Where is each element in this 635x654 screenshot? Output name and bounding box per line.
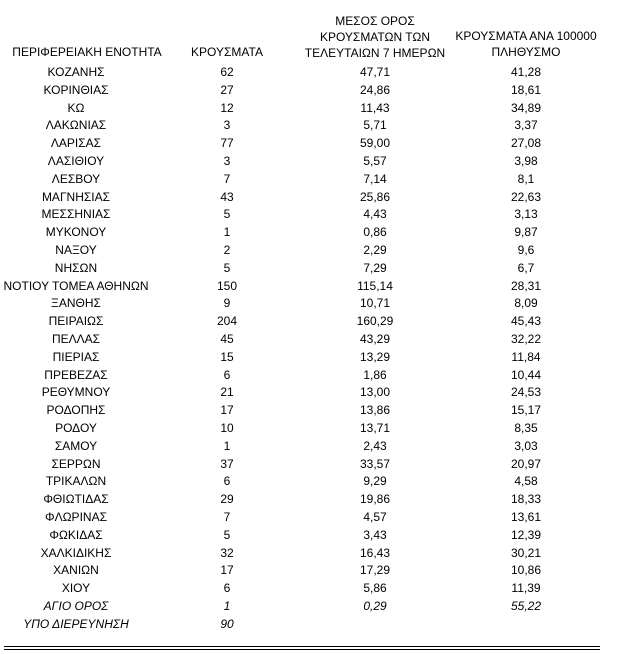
region-cell: ΣΕΡΡΩΝ	[51, 456, 101, 471]
per100k-cell: 10,44	[510, 367, 542, 382]
per100k-cell: 11,84	[511, 349, 541, 364]
per100k-cell: 22,63	[510, 189, 542, 204]
table-row	[0, 242, 635, 260]
avg7-cell: 160,29	[356, 314, 394, 329]
cases-cell: 27	[220, 82, 234, 97]
region-cell: ΤΡΙΚΑΛΩΝ	[45, 474, 107, 489]
avg7-cell: 33,57	[359, 456, 391, 471]
avg7-cell: 5,57	[363, 153, 387, 168]
region-cell: ΚΟΖΑΝΗΣ	[47, 65, 105, 79]
table-row	[0, 135, 635, 153]
region-cell: ΧΙΟΥ	[61, 581, 91, 596]
bottom-rule-bottom	[4, 649, 600, 650]
per100k-cell: 3,37	[514, 118, 538, 133]
region-cell: ΦΘΙΩΤΙΔΑΣ	[43, 492, 109, 507]
header-per100k-line2: ΠΛΗΘΥΣΜΟ	[491, 45, 561, 59]
table-row	[0, 64, 635, 82]
table-row	[0, 82, 635, 100]
per100k-cell: 30,21	[510, 545, 542, 560]
cases-cell: 1	[223, 438, 231, 453]
region-cell: ΠΙΕΡΙΑΣ	[52, 349, 100, 364]
cases-cell: 7	[223, 509, 231, 524]
avg7-cell: 11,43	[360, 100, 390, 115]
table-row	[0, 473, 635, 491]
per100k-cell: 12,39	[510, 527, 542, 542]
region-cell: ΡΟΔΟΥ	[55, 420, 97, 435]
table-header	[0, 0, 635, 64]
region-cell: ΡΟΔΟΠΗΣ	[46, 403, 106, 418]
per100k-cell: 13,61	[510, 509, 542, 524]
table-row	[0, 331, 635, 349]
region-cell: ΛΑΚΩΝΙΑΣ	[45, 118, 107, 133]
avg7-cell: 5,71	[363, 118, 387, 133]
avg7-cell: 115,14	[357, 278, 393, 293]
table-row	[0, 100, 635, 118]
cases-cell: 90	[220, 616, 234, 631]
region-cell: ΦΛΩΡΙΝΑΣ	[45, 509, 107, 524]
table-row	[0, 171, 635, 189]
per100k-cell: 6,7	[517, 260, 535, 275]
cases-cell: 5	[223, 527, 231, 542]
region-cell: ΛΑΣΙΘΙΟΥ	[47, 153, 105, 168]
per100k-cell: 45,43	[510, 314, 542, 329]
region-cell: ΦΩΚΙΔΑΣ	[49, 527, 103, 542]
cases-cell: 5	[223, 207, 231, 222]
avg7-cell: 5,86	[363, 581, 387, 596]
region-cell: ΝΑΞΟΥ	[55, 242, 97, 257]
per100k-cell: 18,61	[510, 82, 542, 97]
region-cell: ΛΑΡΙΣΑΣ	[50, 136, 102, 151]
avg7-cell: 13,86	[359, 403, 391, 418]
cases-cell: 32	[220, 545, 234, 560]
per100k-cell: 32,22	[510, 331, 542, 346]
per100k-cell: 18,33	[510, 492, 542, 507]
avg7-cell: 4,57	[363, 509, 387, 524]
table-row	[0, 384, 635, 402]
region-cell: ΡΕΘΥΜΝΟΥ	[41, 385, 111, 400]
avg7-cell: 0,86	[363, 225, 387, 240]
table-row	[0, 598, 635, 616]
header-region: ΠΕΡΙΦΕΡΕΙΑΚΗ ΕΝΟΤΗΤΑ	[12, 45, 162, 59]
table-row	[0, 224, 635, 242]
cases-cell: 6	[223, 367, 231, 382]
per100k-cell: 28,31	[510, 278, 542, 293]
table-row	[0, 260, 635, 278]
table-row	[0, 349, 635, 367]
cases-cell: 77	[220, 136, 234, 151]
per100k-cell: 8,09	[514, 296, 538, 311]
bottom-rule-top	[4, 646, 600, 647]
per100k-cell: 15,17	[510, 403, 542, 418]
avg7-cell: 24,86	[359, 82, 391, 97]
per100k-cell: 10,86	[510, 563, 542, 578]
per100k-cell: 9,87	[514, 225, 538, 240]
cases-cell: 3	[223, 153, 231, 168]
table-row	[0, 313, 635, 331]
cases-cell: 3	[223, 118, 231, 133]
cases-cell: 21	[220, 385, 234, 400]
cases-cell: 43	[220, 189, 234, 204]
table-row	[0, 545, 635, 563]
cases-cell: 17	[220, 563, 234, 578]
cases-cell: 7	[223, 171, 231, 186]
header-avg7-line1: ΜΕΣΟΣ ΟΡΟΣ	[335, 14, 415, 28]
per100k-cell: 4,58	[514, 474, 538, 489]
per100k-cell: 55,22	[510, 598, 542, 613]
avg7-cell: 3,43	[363, 527, 387, 542]
cases-cell: 29	[220, 492, 234, 507]
avg7-cell: 2,43	[363, 438, 387, 453]
avg7-cell: 47,71	[359, 65, 391, 79]
avg7-cell: 2,29	[363, 242, 387, 257]
avg7-cell: 7,14	[363, 171, 387, 186]
header-avg7	[300, 13, 450, 61]
avg7-cell: 25,86	[359, 189, 391, 204]
region-cell: ΝΗΣΩΝ	[54, 260, 98, 275]
cases-cell: 12	[220, 100, 234, 115]
region-cell: ΜΥΚΟΝΟΥ	[45, 225, 107, 240]
avg7-cell: 43,29	[359, 331, 391, 346]
cases-cell: 6	[223, 581, 231, 596]
header-avg7-line2: ΚΡΟΥΣΜΑΤΩΝ ΤΩΝ	[319, 30, 431, 44]
avg7-cell: 0,29	[363, 598, 387, 613]
cases-cell: 10	[220, 420, 234, 435]
region-cell: ΜΑΓΝΗΣΙΑΣ	[41, 189, 111, 204]
avg7-cell: 13,00	[359, 385, 391, 400]
per100k-cell: 3,13	[514, 207, 538, 222]
region-cell: ΠΡΕΒΕΖΑΣ	[44, 367, 108, 382]
region-cell: ΑΓΙΟ ΟΡΟΣ	[43, 598, 109, 613]
cases-cell: 150	[216, 278, 238, 293]
cases-cell: 9	[223, 296, 231, 311]
region-cell: ΜΕΣΣΗΝΙΑΣ	[41, 207, 111, 222]
cases-cell: 2	[223, 242, 231, 257]
avg7-cell: 59,00	[359, 136, 391, 151]
per100k-cell: 34,89	[510, 100, 542, 115]
avg7-cell: 13,29	[359, 349, 391, 364]
table-row	[0, 117, 635, 135]
cases-cell: 1	[223, 225, 231, 240]
cases-cell: 15	[220, 349, 234, 364]
table-row	[0, 278, 635, 296]
per100k-cell: 11,39	[511, 581, 541, 596]
cases-cell: 6	[223, 474, 231, 489]
table-row	[0, 509, 635, 527]
table-row	[0, 367, 635, 385]
table-body	[0, 64, 635, 634]
region-cell: ΠΕΛΛΑΣ	[51, 331, 101, 346]
table-row	[0, 491, 635, 509]
avg7-cell: 7,29	[363, 260, 387, 275]
avg7-cell: 4,43	[363, 207, 387, 222]
avg7-cell: 9,29	[363, 474, 387, 489]
region-cell: ΣΑΜΟΥ	[54, 438, 98, 453]
per100k-cell: 8,35	[514, 420, 538, 435]
region-cell: ΧΑΛΚΙΔΙΚΗΣ	[40, 545, 112, 560]
region-cell: ΛΕΣΒΟΥ	[51, 171, 101, 186]
per100k-cell: 8,1	[517, 171, 535, 186]
table-row	[0, 402, 635, 420]
table-row	[0, 527, 635, 545]
table-row	[0, 616, 635, 634]
region-cell: ΠΕΙΡΑΙΩΣ	[48, 314, 104, 329]
region-cell: ΚΟΡΙΝΘΙΑΣ	[43, 82, 109, 97]
table-row	[0, 580, 635, 598]
header-per100k	[446, 28, 606, 60]
avg7-cell: 13,71	[359, 420, 391, 435]
table-row	[0, 562, 635, 580]
avg7-cell: 16,43	[359, 545, 391, 560]
region-cell: ΥΠΟ ΔΙΕΡΕΥΝΗΣΗ	[23, 616, 129, 631]
per100k-cell: 24,53	[510, 385, 542, 400]
region-cell: ΝΟΤΙΟΥ ΤΟΜΕΑ ΑΘΗΝΩΝ	[3, 278, 149, 293]
region-cell: ΚΩ	[67, 100, 85, 115]
per100k-cell: 41,28	[510, 65, 542, 79]
cases-cell: 5	[223, 260, 231, 275]
per100k-cell: 3,98	[514, 153, 538, 168]
avg7-cell: 19,86	[359, 492, 391, 507]
per100k-cell: 3,03	[514, 438, 538, 453]
table-row	[0, 189, 635, 207]
header-per100k-line1: ΚΡΟΥΣΜΑΤΑ ΑΝΑ 100000	[455, 29, 597, 43]
per100k-cell: 20,97	[510, 456, 542, 471]
avg7-cell: 17,29	[359, 563, 391, 578]
table-row	[0, 456, 635, 474]
cases-cell: 1	[223, 598, 231, 613]
cases-cell: 62	[220, 65, 234, 79]
per100k-cell: 27,08	[510, 136, 542, 151]
table-row	[0, 295, 635, 313]
cases-cell: 204	[216, 314, 238, 329]
header-cases: ΚΡΟΥΣΜΑΤΑ	[191, 45, 263, 59]
avg7-cell: 10,71	[359, 296, 391, 311]
region-cell: ΞΑΝΘΗΣ	[51, 296, 101, 311]
table-row	[0, 153, 635, 171]
cases-cell: 37	[220, 456, 234, 471]
table-row	[0, 420, 635, 438]
header-avg7-line3: ΤΕΛΕΥΤΑΙΩΝ 7 ΗΜΕΡΩΝ	[304, 46, 446, 60]
cases-cell: 17	[220, 403, 234, 418]
avg7-cell: 1,86	[363, 367, 387, 382]
region-cell: ΧΑΝΙΩΝ	[53, 563, 99, 578]
per100k-cell: 9,6	[517, 242, 535, 257]
table-row	[0, 206, 635, 224]
table-row	[0, 438, 635, 456]
cases-cell: 45	[220, 331, 234, 346]
